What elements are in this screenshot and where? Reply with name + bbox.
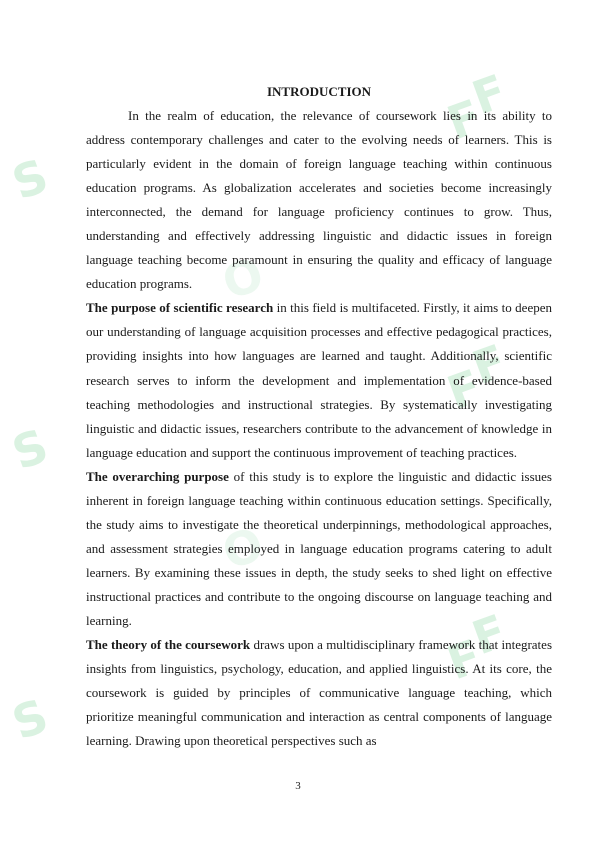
svg-text:F: F [465,603,514,666]
svg-text:S: S [5,688,55,751]
document-body [86,80,552,753]
svg-text:S: S [5,418,55,481]
svg-text:F: F [465,63,514,126]
paragraph-relevance [86,104,552,296]
svg-text:S: S [5,148,55,211]
page-number: 3 [295,780,301,792]
svg-text:F: F [440,88,489,151]
paragraph-text: of this study is to explore the linguistic and didactic issues inherent in foreign language teaching within continuous education settings. Specifically, the study aims to investigate the theoretical underpinnings, methodological approaches, and assessment strategies employed in language education programs catering to adult learners. By examining these issues in depth, the study seeks to shed light on effective instructional practices and contribute to the ongoing discourse on language teaching and learning. [86,468,552,628]
paragraph-overarching-purpose [86,465,552,633]
svg-text:O: O [215,516,271,581]
paragraph-research-purpose [86,296,552,464]
section-title: INTRODUCTION [266,84,371,99]
svg-text:F: F [440,628,489,691]
paragraph-lead: The overarching purpose [86,468,229,484]
svg-text:F: F [440,358,489,421]
paragraph-theory [86,633,552,753]
paragraph-text: in this field is multifaceted. Firstly, it aims to deepen our understanding of language acquisition processes and effective pedagogical practices, providing insights into how languages are learned and taught. Additionally, scientific research serves to inform the development and implementation of evidence-based teaching methodologies and instructional strategies. By systematically investigating linguistic and didactic issues, researchers contribute to the advancement of knowledge in language education and support the continuous improvement of teaching practices. [86,300,552,460]
paragraph-lead: The theory of the coursework [86,637,251,653]
paragraph-lead: The purpose of scientific research [86,300,274,316]
svg-text:F: F [465,333,514,396]
paragraph-text: draws upon a multidisciplinary framework that integrates insights from linguistics, psychology, education, and applied linguistics. At its core, the coursework is guided by principles of communicative language teaching, which prioritize meaningful communication and interaction as central components of language learning. Drawing upon theoretical perspectives such as [86,637,552,749]
paragraph-text: In the realm of education, the relevance of coursework lies in its ability to address contemporary challenges and cater to the evolving needs of learners. This is particularly evident in the domain of foreign language teaching within continuous education programs. As globalization accelerates and societies become increasingly interconnected, the demand for language proficiency continues to grow. Thus, understanding and effectively addressing linguistic and didactic issues in foreign language teaching become paramount in ensuring the quality and efficacy of language education programs. [86,108,552,292]
svg-text:O: O [215,246,271,311]
